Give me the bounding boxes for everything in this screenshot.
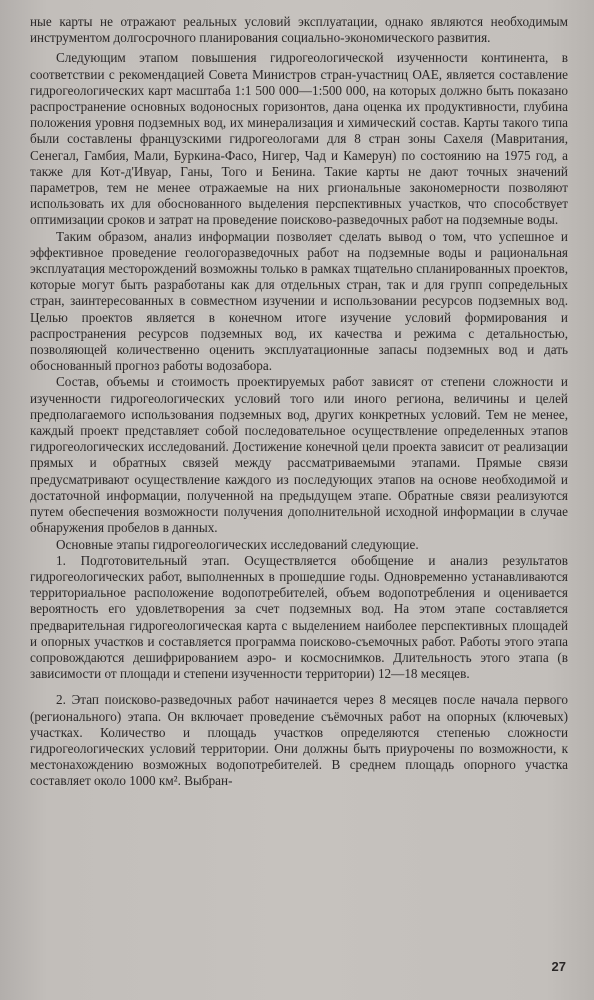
paragraph-stage-2: 2. Этап поисково-разведочных работ начинается через 8 месяцев после начала первого (регионального) этапа. Он включает проведение съёмочных работ на опорных (ключевых) участках. Количество и площадь участков определяются степенью сложности гидрогеологических условий территории. Они должны быть приурочены по возможности, к местонахождению возможных водопотребителей. В среднем площадь опорного участка составляет около 1000 км². Выбран- xyxy=(30,692,568,789)
paragraph-stages-intro: Основные этапы гидрогеологических исследований следующие. xyxy=(56,536,419,552)
paragraph-project-composition: Состав, объемы и стоимость проектируемых работ зависят от степени сложности и изученности гидрогеологических условий того или иного региона, величины и целей предполагаемого использования подземных вод, других конкретных условий. Тем не менее, каждый проект представляет собой последовательное осуществление определенных этапов гидрогеологических исследований. Достижение конечной цели проекта зависит от реализации прямых и обратных связей между рассматриваемыми этапами. Прямые связи предусматривают осуществление каждого из последующих этапов на основе необходимой и достаточной информации, полученной на предыдущем этапе. Обратные связи реализуются путем обеспечения возможности получения дополнительной исходной информации в случае обнаружения пробелов в данных. xyxy=(30,374,568,536)
paragraph-stage-1: 1. Подготовительный этап. Осуществляется обобщение и анализ результатов гидрогеологических работ, выполненных в прошедшие годы. Одновременно устанавливаются территориальное расположение водопотребителей, объем водопотребления и оценивается вероятность его удовлетворения за счет подземных вод. На этом этапе составляется предварительная гидрогеологическая карта с выделением наиболее перспективных площадей и опорных участков и составляется программа поисково-съемочных работ. Работы этого этапа сопровождаются дешифрированием аэро- и космоснимков. Длительность этого этапа (в зависимости от площади и степени изученности территории) 12—18 месяцев. xyxy=(30,552,568,682)
paragraph-hydrogeological-maps: Следующим этапом повышения гидрогеологической изученности континента, в соответствии с рекомендацией Совета Министров стран-участниц ОАЕ, является составление гидрогеологических карт масштаба 1:1 500 000—1:500 000, на которых должно быть показано распространение основных водоносных горизонтов, дана оценка их продуктивности, глубина положения уровня подземных вод, их минерализация и химический состав. Карты такого типа были составлены французскими гидрогеологами для 8 стран зоны Сахеля (Мавритания, Сенегал, Гамбия, Мали, Буркина-Фасо, Нигер, Чад и Камерун) по состоянию на 1975 год, а также для Кот-д'Ивуар, Ганы, Того и Бенина. Такие карты не дают точных значений параметров, тем не менее отражаемые на них ргиональные закономерности позволяют использовать их для обоснованного выделения перспективных участков, что способствует оптимизации сроков и затрат на проведение поисково-разведочных работ на подземные воды. xyxy=(30,50,568,228)
paragraph-continuation: ные карты не отражают реальных условий эксплуатации, однако являются необходимым инструментом долгосрочного планирования социально-экономического развития. xyxy=(30,14,568,46)
paragraph-conclusion: Таким образом, анализ информации позволяет сделать вывод о том, что успешное и эффективное проведение геологоразведочных работ на подземные воды и рациональная эксплуатация месторождений возможны только в рамках тщательно спланированных проектов, которые могут быть разработаны как для отдельных стран, так и для групп сопредельных стран, заинтересованных в совместном изучении и использовании ресурсов подземных вод. Целью проектов является в конечном итоге изучение условий формирования и распространения ресурсов подземных вод, их качества и режима с детальностью, позволяющей количественно оценить эксплуатационные запасы подземных вод и дать обоснованный прогноз работы водозабора. xyxy=(30,228,568,374)
page-text xyxy=(30,14,568,790)
page-number: 27 xyxy=(551,959,566,974)
